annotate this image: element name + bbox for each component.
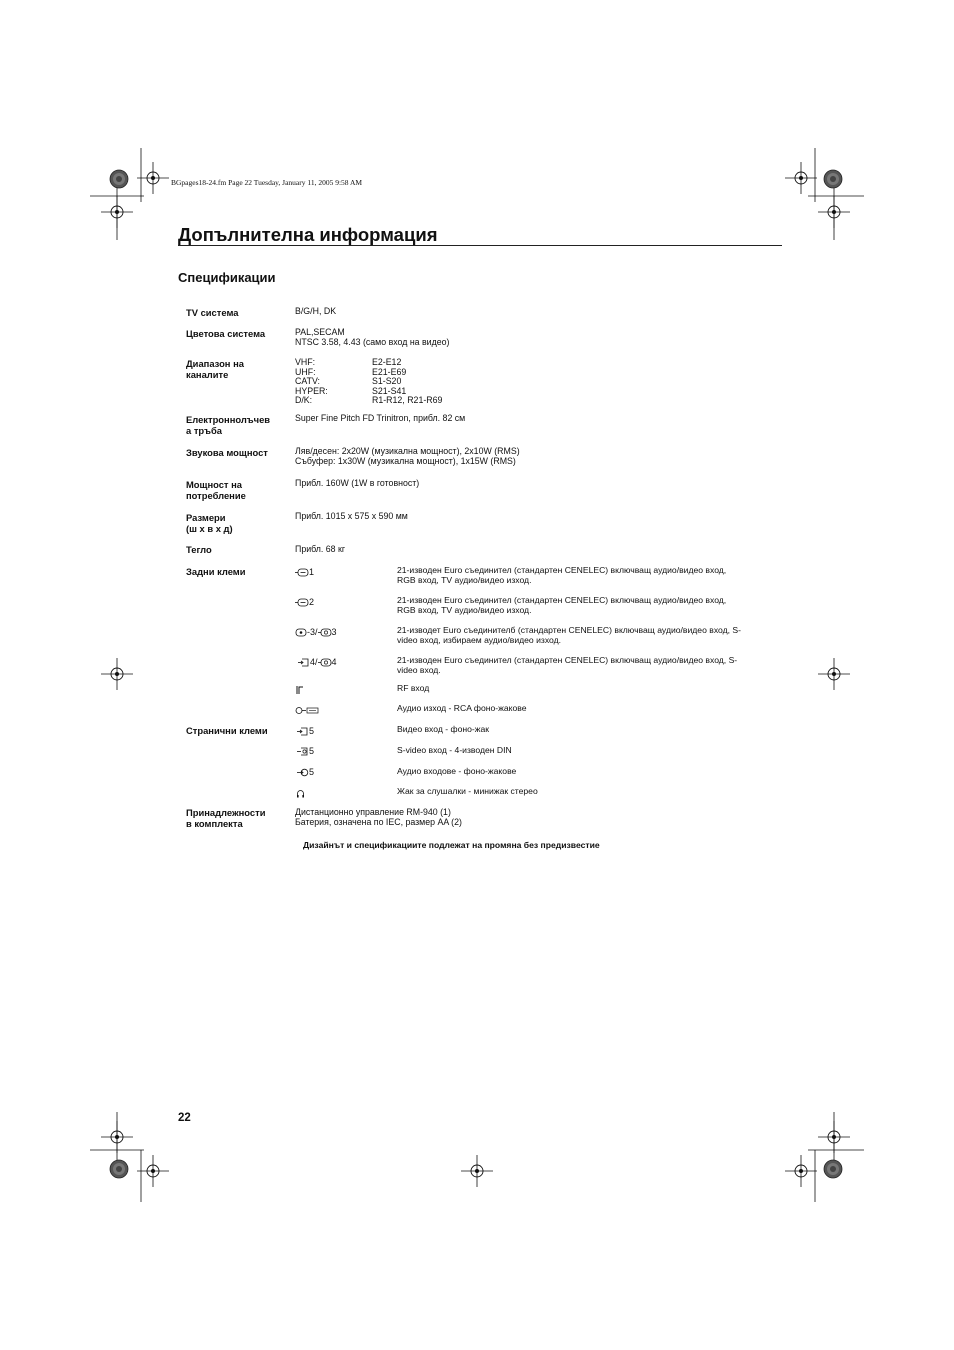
spec-value-power-consumption: Прибл. 160W (1W в готовност) [295,478,420,488]
page-title: Допълнителна информация [178,224,438,245]
rear-terminal-4-symbol: 4/ 4 [298,657,337,667]
rear-terminal-audio-out-description: Аудио изход - RCA фоно-жакове [397,703,527,713]
rear-terminal-3-symbol: -3/ 3 [295,627,337,637]
spec-label-color-system: Цветова система [186,328,266,339]
channel-bands [295,358,328,406]
side-terminal-svideo-symbol: 5 [297,746,314,756]
headphones-icon [296,789,305,798]
band-name: D/K: [295,395,313,405]
spec-label-dimensions: Размери (ш x в x д) [186,512,233,534]
side-terminal-video-description: Видео вход - фоно-жак [397,724,490,734]
spec-value-weight: Прибл. 68 кг [295,544,346,554]
video-input-icon [297,727,309,736]
band-name: CATV: [295,376,320,386]
scart-av-icon [295,598,309,607]
print-header: BGpages18-24.fm Page 22 Tuesday, January 11, 2005 9:58 AM [171,178,363,187]
scart-output-icon [295,628,307,637]
title-divider [178,245,782,246]
band-range: E21-E69 [372,366,407,377]
scart-svideo-icon [318,658,332,667]
audio-output-icon [295,706,319,715]
page-number: 22 [178,1112,191,1124]
footer-note: Дизайнът и спецификациите подлежат на промяна без предизвестие [303,840,600,850]
spec-label-channel-range: Диапазон на каналите [186,358,244,380]
band-range: S1-S20 [372,376,402,386]
channel-ranges [372,358,442,406]
band-name: UHF: [295,366,316,377]
side-terminal-audio-symbol: 5 [297,767,314,777]
spec-label-rear-terminals: Задни клеми [186,566,246,577]
band-range: E2-E12 [372,357,402,367]
rear-terminal-rf-symbol [295,684,305,695]
side-terminal-audio-description: Аудио входове - фоно-жакове [397,766,517,776]
band-name: VHF: [295,357,316,367]
audio-input-icon [297,768,309,777]
spec-value-tv-system: B/G/H, DK [295,306,337,316]
rear-terminal-2-description: 21-изводен Euro съединител (стандартен CENELEC) включващ аудио/видео вход, RGB вход, TV аудио/видео изход. [397,595,727,615]
side-terminal-video-symbol: 5 [297,726,314,736]
band-range: R1-R12, R21-R69 [372,395,443,405]
side-terminal-headphones-description: Жак за слушалки - минижак стерео [397,786,538,796]
spec-label-accessories: Принадлежности в комплекта [186,807,266,829]
color-system-line: PAL,SECAM [295,327,345,337]
rear-terminal-audio-out-symbol [295,705,319,715]
spec-label-tv-system: TV система [186,307,239,318]
antenna-rf-icon [295,685,305,695]
rear-terminal-4-description: 21-изводен Euro съединител (стандартен CENELEC) включващ аудио/видео вход, S-video вход. [397,655,738,675]
svideo-input-icon [297,747,309,756]
spec-value-accessories: Дистанционно управление RM-940 (1) Батерия, означена по IEC, размер AA (2) [295,807,462,827]
rear-terminal-2-symbol: 2 [295,597,314,607]
spec-label-sound-output: Звукова мощност [186,447,268,458]
spec-value-dimensions: Прибл. 1015 x 575 x 590 мм [295,511,408,521]
color-system-line: NTSC 3.58, 4.43 (само вход на видео) [295,336,450,347]
rear-terminal-rf-description: RF вход [397,683,430,693]
spec-label-side-terminals: Странични клеми [186,725,268,736]
input-arrow-icon [298,658,310,667]
spec-label-power-consumption: Мощност на потребление [186,479,246,501]
band-name: HYPER: [295,385,328,396]
rear-terminal-3-description: 21-изводет Euro съединителб (стандартен CENELEC) включващ аудио/видео вход, S-video вход, избираем аудио/видео изход. [397,625,741,645]
band-range: S21-S41 [372,385,407,396]
rear-terminal-1-symbol: 1 [295,567,314,577]
scart-av-icon [295,568,309,577]
rear-terminal-1-description: 21-изводен Euro съединител (стандартен CENELEC) включващ аудио/видео вход, RGB вход, TV аудио/видео изход. [397,565,727,585]
spec-value-picture-tube: Super Fine Pitch FD Trinitron, прибл. 82 см [295,413,466,423]
spec-label-weight: Тегло [186,544,212,555]
spec-value-sound-output: Ляв/десен: 2x20W (музикална мощност), 2x10W (RMS) Събуфер: 1x30W (музикална мощност), 1x15W (RMS) [295,446,520,466]
spec-value-color-system [295,328,449,347]
spec-label-picture-tube: Електроннолъчев а тръба [186,414,271,436]
section-title: Спецификации [178,270,276,285]
side-terminal-svideo-description: S-video вход - 4-изводен DIN [397,745,512,755]
scart-svideo-icon [318,628,332,637]
side-terminal-headphones-symbol [296,788,305,798]
